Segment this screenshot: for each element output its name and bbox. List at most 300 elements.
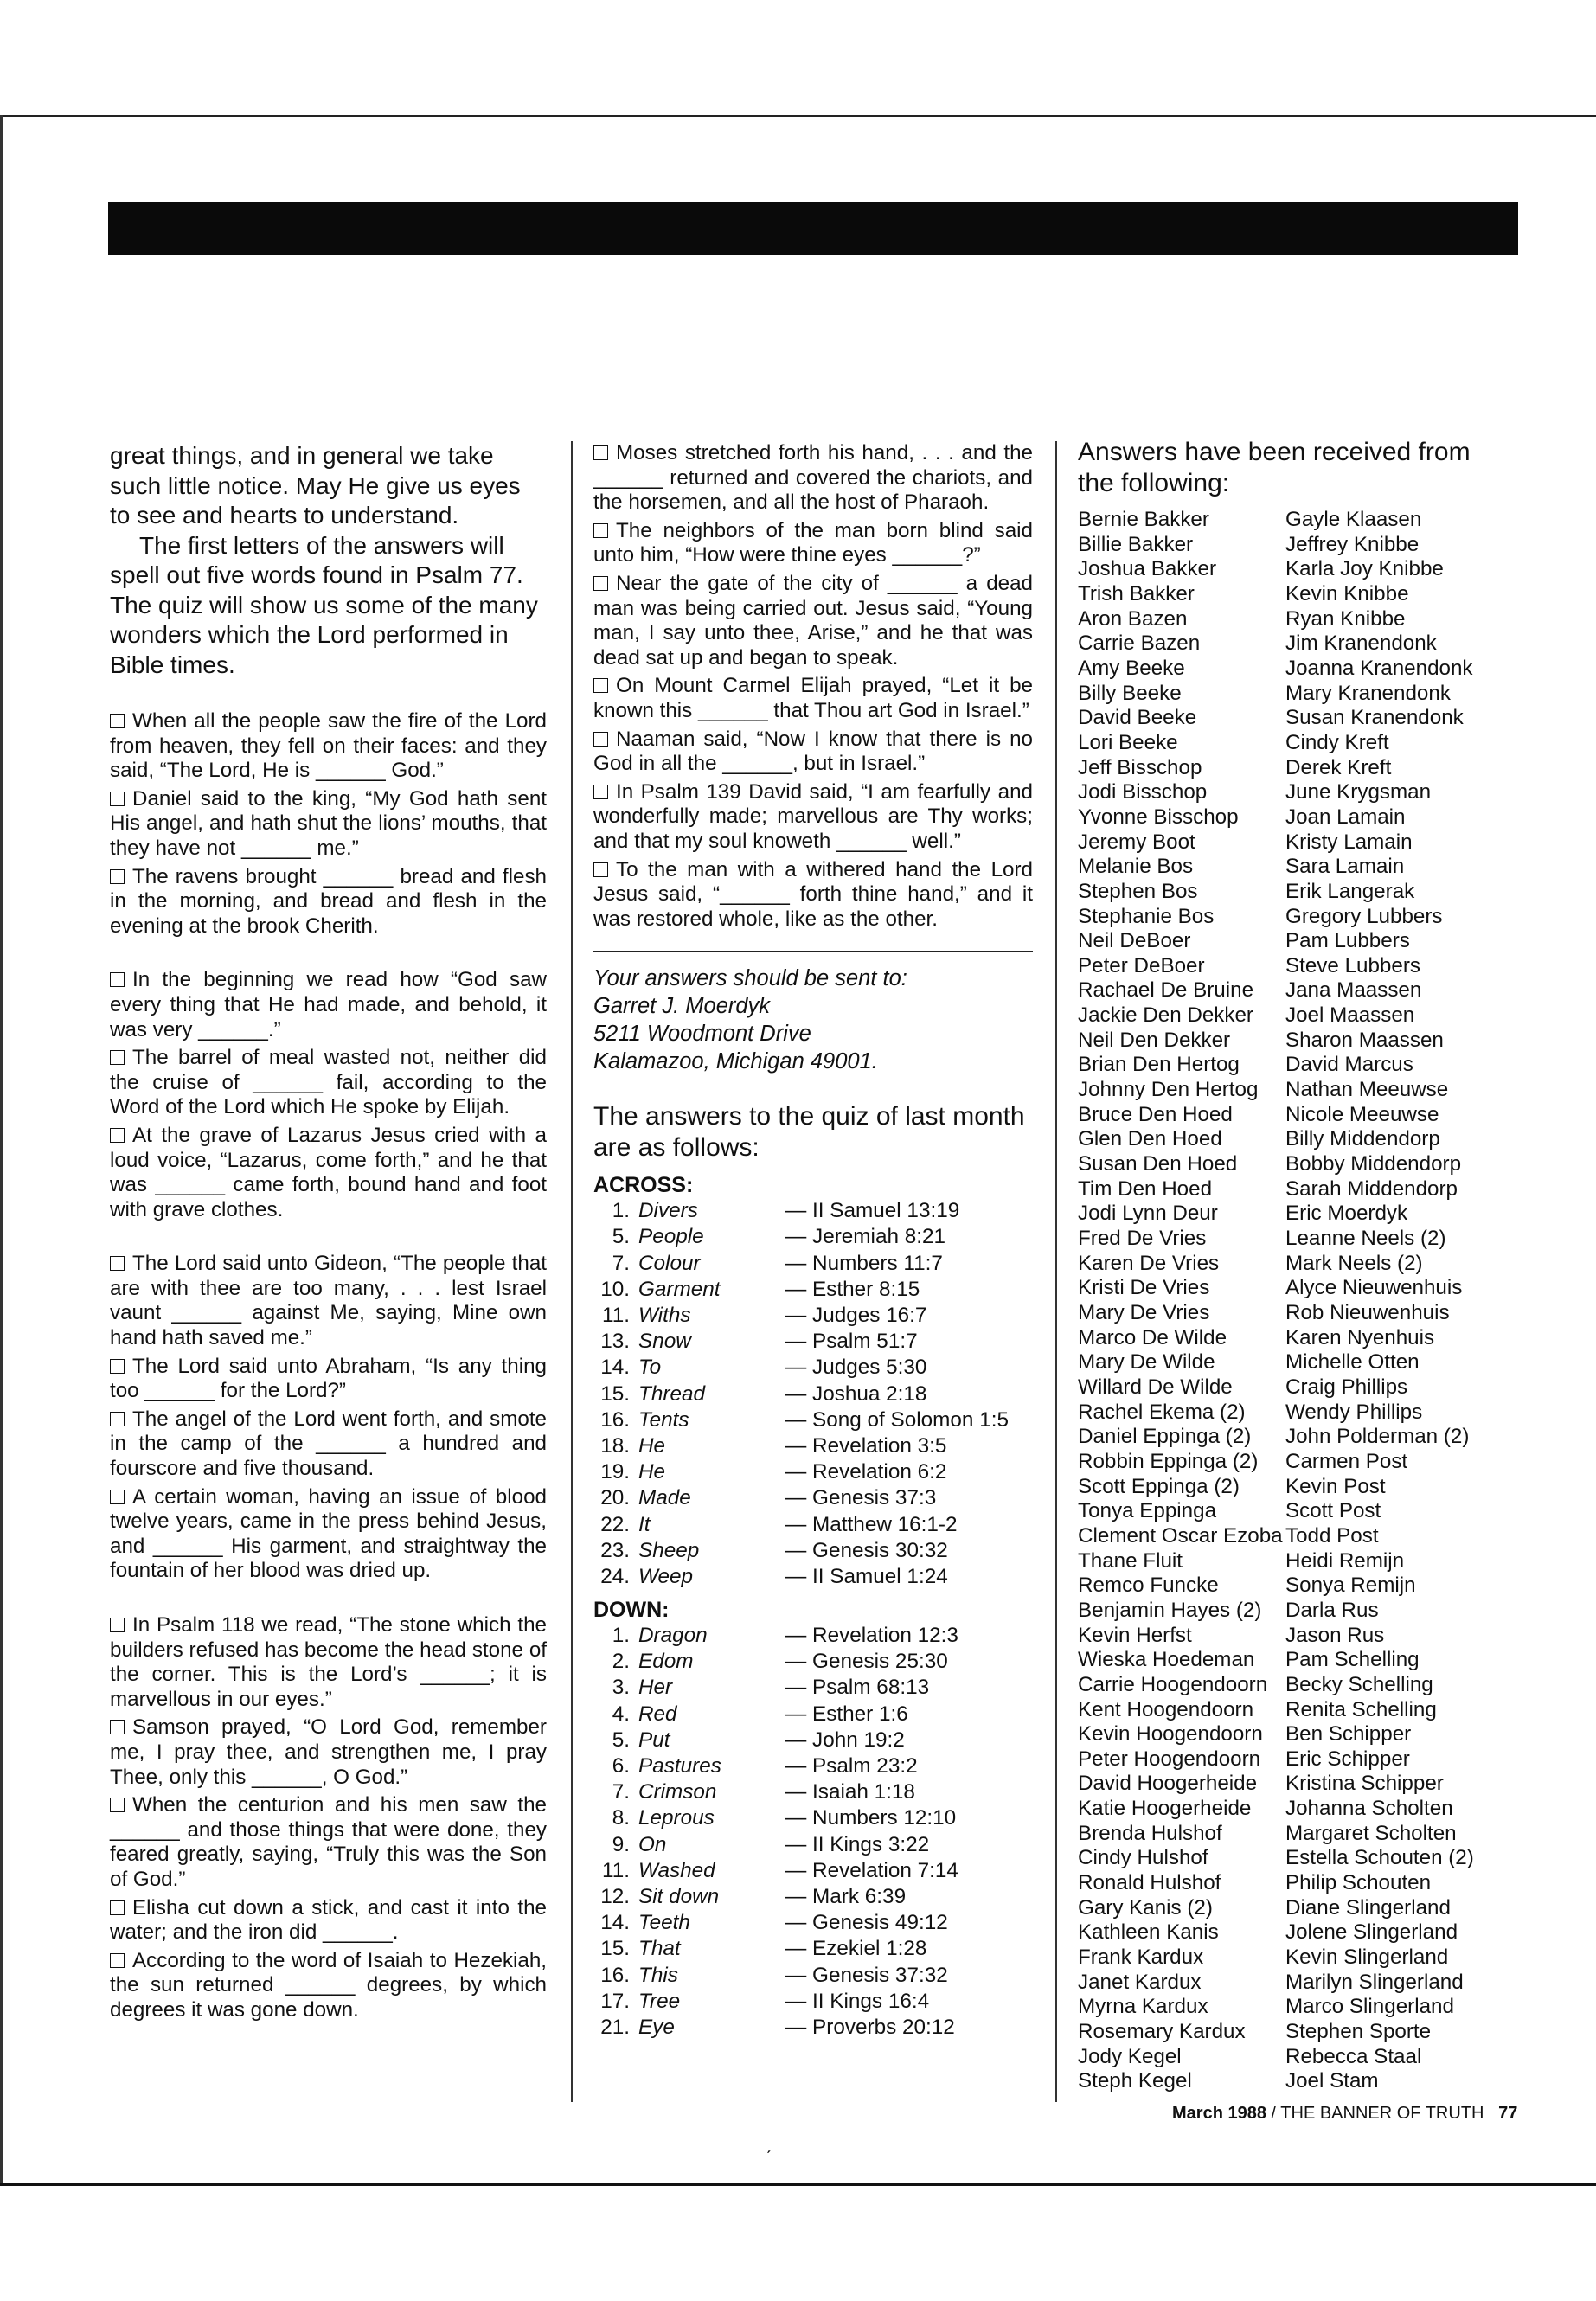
answer-number: 23.	[600, 1538, 630, 1562]
respondent-name: Brian Den Hertog	[1078, 1053, 1240, 1077]
across-answer-row	[593, 1459, 1033, 1485]
checkbox-icon[interactable]	[110, 1953, 125, 1968]
respondent-name: Scott Post	[1285, 1499, 1381, 1523]
respondent-names-left	[1078, 508, 1285, 2094]
question: The neighbors of the man born blind said unto him, “How were thine eyes ______?”	[593, 518, 1033, 567]
answer-number: 15.	[600, 1381, 630, 1406]
answer-reference: — Numbers 12:10	[785, 1806, 957, 1830]
respondent-name: Pam Lubbers	[1285, 929, 1410, 953]
answer-word: Snow	[638, 1330, 691, 1354]
answer-reference: — Genesis 37:32	[785, 1963, 948, 1987]
respondent-name: Trish Bakker	[1078, 581, 1195, 606]
respondent-name: Jody Kegel	[1078, 2044, 1182, 2068]
respondent-name: Karen De Vries	[1078, 1251, 1220, 1275]
answer-word: Sheep	[638, 1538, 700, 1562]
respondents-heading: Answers have been received from the following:	[1078, 438, 1471, 497]
across-answer-row	[593, 1251, 1033, 1277]
respondent-names	[1078, 508, 1493, 2094]
across-answer-row	[593, 1381, 1033, 1407]
answer-number: 10.	[600, 1277, 630, 1301]
respondent-name: Bernie Bakker	[1078, 508, 1209, 531]
respondent-name: Brenda Hulshof	[1078, 1821, 1222, 1845]
respondent-name: Kevin Hoogendoorn	[1078, 1722, 1263, 1747]
respondent-name: Thane Fluit	[1078, 1548, 1183, 1573]
respondent-name: Steve Lubbers	[1285, 953, 1420, 977]
respondent-name: Jolene Slingerland	[1285, 1920, 1458, 1945]
respondent-name: Sonya Remijn	[1285, 1574, 1416, 1598]
respondent-name: Remco Funcke	[1078, 1574, 1219, 1598]
respondents-column	[1078, 437, 1493, 2094]
answer-reference: — Numbers 11:7	[785, 1251, 943, 1275]
respondent-name: Stephen Sporte	[1285, 2020, 1432, 2044]
respondent-name: Jodi Bisschop	[1078, 780, 1208, 804]
across-answer-row	[593, 1564, 1033, 1590]
footer-publication: THE BANNER OF TRUTH	[1280, 2104, 1484, 2123]
answer-word: Sit down	[638, 1884, 720, 1908]
respondent-name: Johnny Den Hertog	[1078, 1078, 1259, 1102]
respondent-name: Joshua Bakker	[1078, 557, 1216, 581]
respondent-name: Ronald Hulshof	[1078, 1871, 1221, 1895]
page-number: 77	[1498, 2104, 1518, 2123]
answer-reference: — II Kings 3:22	[785, 1832, 930, 1856]
answer-word: Put	[638, 1727, 670, 1752]
respondent-name: Susan Den Hoed	[1078, 1152, 1238, 1176]
answer-number: 3.	[612, 1676, 630, 1700]
down-answer-row	[593, 1805, 1033, 1831]
respondent-name: Wieska Hoedeman	[1078, 1648, 1255, 1672]
checkbox-icon[interactable]	[110, 1490, 125, 1504]
respondent-name: Craig Phillips	[1285, 1375, 1408, 1399]
answer-number: 22.	[600, 1512, 630, 1536]
respondent-name: Jeremy Boot	[1078, 830, 1195, 854]
respondent-name: Sara Lamain	[1285, 855, 1405, 879]
down-answer-row	[593, 1675, 1033, 1701]
down-answer-list	[593, 1623, 1033, 2041]
respondent-name: Billy Beeke	[1078, 681, 1182, 705]
respondent-name: Bruce Den Hoed	[1078, 1102, 1233, 1126]
respondent-name: Gary Kanis (2)	[1078, 1895, 1213, 1920]
checkbox-icon[interactable]	[110, 1720, 125, 1734]
answer-word: Teeth	[638, 1911, 690, 1935]
answers-heading: The answers to the quiz of last month are as follows:	[593, 1102, 1025, 1163]
address-name: Garret J. Moerdyk	[593, 994, 771, 1019]
answer-reference: — Genesis 37:3	[785, 1486, 937, 1510]
down-answer-row	[593, 1884, 1033, 1910]
answer-reference: — Psalm 68:13	[785, 1676, 930, 1700]
down-answer-row	[593, 1963, 1033, 1989]
respondent-name: Todd Post	[1285, 1523, 1379, 1548]
respondent-name: Nathan Meeuwse	[1285, 1078, 1449, 1102]
respondent-name: Marco De Wilde	[1078, 1325, 1227, 1349]
respondent-name: Michelle Otten	[1285, 1350, 1420, 1375]
respondent-name: Leanne Neels (2)	[1285, 1227, 1446, 1251]
respondent-name: Tonya Eppinga	[1078, 1499, 1217, 1523]
respondent-name: Ben Schipper	[1285, 1722, 1412, 1747]
down-answer-row	[593, 1910, 1033, 1936]
answer-number: 5.	[612, 1727, 630, 1752]
intro-paragraph-1: great things, and in general we take such little notice. May He give us eyes to see and hearts to understand.	[110, 442, 521, 529]
across-answer-row	[593, 1198, 1033, 1224]
answer-number: 17.	[600, 1989, 630, 2013]
checkbox-icon[interactable]	[593, 862, 608, 877]
page-footer	[1172, 2104, 1517, 2124]
respondent-name: Becky Schelling	[1285, 1672, 1433, 1696]
down-answer-row	[593, 1623, 1033, 1649]
respondent-name: Daniel Eppinga (2)	[1078, 1425, 1252, 1449]
respondent-name: Heidi Remijn	[1285, 1548, 1405, 1573]
answer-word: Washed	[638, 1858, 715, 1882]
answer-word: On	[638, 1832, 667, 1856]
checkbox-icon[interactable]	[593, 732, 608, 747]
respondent-name: Billy Middendorp	[1285, 1127, 1440, 1151]
checkbox-icon[interactable]	[110, 714, 125, 728]
answer-word: Dragon	[638, 1624, 708, 1648]
respondent-name: Erik Langerak	[1285, 879, 1415, 903]
answer-number: 16.	[600, 1963, 630, 1987]
answer-number: 14.	[600, 1911, 630, 1935]
checkbox-icon[interactable]	[110, 1412, 125, 1426]
checkbox-icon[interactable]	[593, 445, 608, 460]
answer-reference: — Psalm 23:2	[785, 1754, 918, 1779]
answer-number: 7.	[612, 1251, 630, 1275]
respondent-name: Joel Maassen	[1285, 1003, 1415, 1028]
respondent-name: Willard De Wilde	[1078, 1375, 1233, 1399]
question: The Lord said unto Gideon, “The people that are with thee are too many, . . . lest Israel vaunt ______ against Me, saying, Mine own hand hath saved me.”	[110, 1252, 547, 1350]
answer-word: Eye	[638, 2015, 675, 2039]
answer-reference: — Isaiah 1:18	[785, 1780, 915, 1804]
answer-number: 20.	[600, 1486, 630, 1510]
respondent-name: Kathleen Kanis	[1078, 1920, 1219, 1945]
column-divider-1	[571, 441, 573, 2102]
respondent-name: Rob Nieuwenhuis	[1285, 1301, 1450, 1324]
down-answer-row	[593, 1779, 1033, 1805]
down-answer-row	[593, 1727, 1033, 1753]
answer-number: 18.	[600, 1433, 630, 1458]
answer-number: 4.	[612, 1702, 630, 1726]
respondent-name: Stephen Bos	[1078, 879, 1198, 903]
respondent-name: David Marcus	[1285, 1053, 1413, 1077]
checkbox-icon[interactable]	[593, 523, 608, 538]
answer-word: Made	[638, 1486, 691, 1510]
answer-reference: — Genesis 25:30	[785, 1650, 948, 1674]
answer-word: Edom	[638, 1650, 694, 1674]
respondent-name: Alyce Nieuwenhuis	[1285, 1276, 1463, 1300]
answer-reference: — Genesis 49:12	[785, 1911, 948, 1935]
respondent-name: Aron Bazen	[1078, 606, 1188, 631]
answer-number: 2.	[612, 1650, 630, 1674]
answer-reference: — Joshua 2:18	[785, 1381, 927, 1406]
answer-reference: — II Kings 16:4	[785, 1989, 930, 2013]
answer-word: This	[638, 1963, 678, 1987]
respondent-name: June Krygsman	[1285, 780, 1432, 804]
question: Elisha cut down a stick, and cast it into the water; and the iron did ______.	[110, 1895, 547, 1945]
send-answers-label: Your answers should be sent to:	[593, 966, 907, 991]
respondent-name: Janet Kardux	[1078, 1970, 1202, 1994]
respondent-name: Rachael De Bruine	[1078, 978, 1254, 1003]
answer-word: He	[638, 1460, 666, 1484]
respondent-name: Mary De Vries	[1078, 1301, 1210, 1324]
respondent-name: Wendy Phillips	[1285, 1400, 1423, 1424]
checkbox-icon[interactable]	[110, 1798, 125, 1812]
answer-reference: — II Samuel 1:24	[785, 1564, 948, 1588]
respondent-name: Carrie Hoogendoorn	[1078, 1672, 1268, 1696]
respondent-name: Renita Schelling	[1285, 1697, 1437, 1721]
respondent-name: Glen Den Hoed	[1078, 1127, 1222, 1151]
question: At the grave of Lazarus Jesus cried with a loud voice, “Lazarus, come forth,” and he that was ______ came forth, bound hand and foot with grave clothes.	[110, 1123, 547, 1221]
left-edge-line	[0, 115, 3, 2184]
checkbox-icon[interactable]	[110, 792, 125, 806]
answer-reference: — Judges 5:30	[785, 1356, 927, 1380]
respondent-name: Jim Kranendonk	[1285, 631, 1437, 656]
question: Daniel said to the king, “My God hath sent His angel, and hath shut the lions’ mouths, that they have not ______ me.”	[110, 786, 547, 860]
across-answer-row	[593, 1407, 1033, 1433]
question: According to the word of Isaiah to Hezekiah, the sun returned ______ degrees, by which degrees it was gone down.	[110, 1948, 547, 2022]
respondent-name: Kristina Schipper	[1285, 1772, 1444, 1796]
respondent-name: Clement Oscar Ezoba	[1078, 1523, 1283, 1548]
respondent-name: Cindy Kreft	[1285, 730, 1389, 754]
respondent-name: Estella Schouten (2)	[1285, 1846, 1474, 1870]
respondent-name: Karla Joy Knibbe	[1285, 557, 1444, 581]
answer-word: Garment	[638, 1277, 721, 1301]
respondent-name: Gayle Klaasen	[1285, 508, 1422, 531]
respondent-name: Kent Hoogendoorn	[1078, 1697, 1254, 1721]
answer-number: 1.	[612, 1624, 630, 1648]
question: Near the gate of the city of ______ a dead man was being carried out. Jesus said, “Young man, I say unto thee, Arise,” and he that was dead sat up and began to speak.	[593, 571, 1033, 670]
answer-reference: — Revelation 3:5	[785, 1433, 947, 1458]
respondent-name: Johanna Scholten	[1285, 1797, 1453, 1821]
respondent-name: Eric Schipper	[1285, 1747, 1410, 1771]
answer-reference: — Jeremiah 8:21	[785, 1225, 946, 1249]
bottom-edge-line	[0, 2183, 1596, 2186]
respondent-name: Amy Beeke	[1078, 656, 1185, 680]
answer-word: Her	[638, 1676, 673, 1700]
respondent-name: Kevin Slingerland	[1285, 1945, 1449, 1970]
down-answer-row	[593, 1649, 1033, 1675]
column-divider-2	[1055, 441, 1057, 2102]
respondent-name: Benjamin Hayes (2)	[1078, 1598, 1262, 1622]
stray-print-mark: ˏ	[766, 2135, 772, 2154]
respondent-name: Sharon Maassen	[1285, 1028, 1444, 1052]
down-answer-row	[593, 1832, 1033, 1858]
answer-word: Leprous	[638, 1806, 715, 1830]
answer-word: Colour	[638, 1251, 701, 1275]
respondent-name: Kevin Post	[1285, 1474, 1386, 1498]
intro-paragraph-2: The first letters of the answers will spell out five words found in Psalm 77. The quiz will show us some of the many wonders which the Lord performed in Bible times.	[110, 531, 538, 678]
answer-number: 5.	[612, 1225, 630, 1249]
respondent-name: Robbin Eppinga (2)	[1078, 1449, 1259, 1473]
answer-word: Crimson	[638, 1780, 717, 1804]
answer-reference: — Revelation 12:3	[785, 1624, 958, 1648]
respondent-name: Bobby Middendorp	[1285, 1152, 1462, 1176]
answer-word: That	[638, 1937, 681, 1961]
down-answer-row	[593, 1753, 1033, 1779]
answer-number: 12.	[600, 1884, 630, 1908]
respondent-name: Margaret Scholten	[1285, 1821, 1457, 1845]
respondent-name: David Beeke	[1078, 706, 1197, 730]
respondent-name: Tim Den Hoed	[1078, 1176, 1213, 1201]
respondent-name: Fred De Vries	[1078, 1227, 1207, 1251]
answer-word: To	[638, 1356, 662, 1380]
answer-reference: — Matthew 16:1-2	[785, 1512, 958, 1536]
respondent-name: Ryan Knibbe	[1285, 606, 1406, 631]
footer-date: March 1988	[1172, 2104, 1266, 2123]
horizontal-divider	[593, 951, 1033, 952]
respondent-name: Katie Hoogerheide	[1078, 1797, 1252, 1821]
question: When the centurion and his men saw the ______ and those things that were done, they feared greatly, saying, “Truly this was the Son of God.”	[110, 1793, 547, 1891]
across-answer-row	[593, 1277, 1033, 1303]
respondent-name: Pam Schelling	[1285, 1648, 1420, 1672]
question-group-1	[110, 709, 547, 939]
answer-reference: — Song of Solomon 1:5	[785, 1407, 1009, 1432]
answer-reference: — Esther 8:15	[785, 1277, 920, 1301]
respondent-name: Joan Lamain	[1285, 804, 1406, 829]
respondent-name: Marco Slingerland	[1285, 1995, 1454, 2019]
answer-reference: — Genesis 30:32	[785, 1538, 948, 1562]
address-city: Kalamazoo, Michigan 49001.	[593, 1049, 878, 1074]
address-street: 5211 Woodmont Drive	[593, 1022, 811, 1047]
answer-number: 19.	[600, 1460, 630, 1484]
respondent-name: Sarah Middendorp	[1285, 1176, 1458, 1201]
answer-number: 8.	[612, 1806, 630, 1830]
respondent-name: John Polderman (2)	[1285, 1425, 1470, 1449]
across-answer-row	[593, 1433, 1033, 1459]
answer-reference: — Ezekiel 1:28	[785, 1937, 927, 1961]
respondent-name: Philip Schouten	[1285, 1871, 1432, 1895]
checkbox-icon[interactable]	[110, 1618, 125, 1632]
answer-word: Divers	[638, 1199, 698, 1223]
answer-word: It	[638, 1512, 651, 1536]
checkbox-icon[interactable]	[110, 869, 125, 884]
respondent-name: Jackie Den Dekker	[1078, 1003, 1253, 1028]
respondent-name: Scott Eppinga (2)	[1078, 1474, 1240, 1498]
answer-reference: — Psalm 51:7	[785, 1330, 918, 1354]
across-answer-row	[593, 1303, 1033, 1329]
answer-number: 9.	[612, 1832, 630, 1856]
checkbox-icon[interactable]	[593, 678, 608, 693]
respondent-name: Yvonne Bisschop	[1078, 804, 1239, 829]
answer-number: 16.	[600, 1407, 630, 1432]
header-black-bar	[108, 202, 1518, 255]
respondent-name: Carmen Post	[1285, 1449, 1408, 1473]
answer-number: 1.	[612, 1199, 630, 1223]
respondent-name: David Hoogerheide	[1078, 1772, 1258, 1796]
checkbox-icon[interactable]	[110, 972, 125, 987]
question-group-2	[110, 968, 547, 1222]
down-answer-row	[593, 1936, 1033, 1962]
answer-reference: — II Samuel 13:19	[785, 1199, 960, 1223]
respondent-name: Kevin Knibbe	[1285, 581, 1409, 606]
question: A certain woman, having an issue of blood twelve years, came in the press behind Jesus, and ______ His garment, and straightway the fountain of her blood was dried up.	[110, 1484, 547, 1583]
question: Moses stretched forth his hand, . . . and the ______ returned and covered the chariots, and the horsemen, and all the host of Pharaoh.	[593, 441, 1033, 515]
respondent-name: Susan Kranendonk	[1285, 706, 1464, 730]
question: In Psalm 139 David said, “I am fearfully and wonderfully made; marvellous are Thy works; and that my soul knoweth ______ well.”	[593, 779, 1033, 853]
respondent-name: Myrna Kardux	[1078, 1995, 1208, 2019]
answer-number: 21.	[600, 2015, 630, 2039]
checkbox-icon[interactable]	[110, 1359, 125, 1374]
answer-number: 15.	[600, 1937, 630, 1961]
respondent-name: Diane Slingerland	[1285, 1895, 1451, 1920]
respondent-name: Karen Nyenhuis	[1285, 1325, 1435, 1349]
answer-word: Pastures	[638, 1754, 721, 1779]
checkbox-icon[interactable]	[110, 1050, 125, 1065]
question: The Lord said unto Abraham, “Is any thing too ______ for the Lord?”	[110, 1354, 547, 1403]
across-heading: ACROSS:	[593, 1173, 694, 1198]
respondent-name: Kristi De Vries	[1078, 1276, 1210, 1300]
answer-number: 24.	[600, 1564, 630, 1588]
respondent-name: Lori Beeke	[1078, 730, 1178, 754]
answer-reference: — Revelation 6:2	[785, 1460, 947, 1484]
answer-word: Tents	[638, 1407, 689, 1432]
question-group-4	[110, 1613, 547, 2023]
respondent-name: Joanna Kranendonk	[1285, 656, 1473, 680]
answer-word: People	[638, 1225, 704, 1249]
respondent-name: Rebecca Staal	[1285, 2044, 1422, 2068]
answer-word: Tree	[638, 1989, 681, 2013]
question: The angel of the Lord went forth, and smote in the camp of the ______ a hundred and fourscore and five thousand.	[110, 1407, 547, 1481]
down-answer-row	[593, 1702, 1033, 1727]
answer-word: Thread	[638, 1381, 705, 1406]
respondent-name: Marilyn Slingerland	[1285, 1970, 1464, 1994]
question: Naaman said, “Now I know that there is no God in all the ______, but in Israel.”	[593, 727, 1033, 776]
respondent-name: Derek Kreft	[1285, 755, 1392, 779]
respondent-name: Mary Kranendonk	[1285, 681, 1451, 705]
respondent-name: Peter Hoogendoorn	[1078, 1747, 1261, 1771]
respondent-name: Jeffrey Knibbe	[1285, 532, 1420, 556]
respondent-name: Neil DeBoer	[1078, 929, 1191, 953]
across-answer-row	[593, 1329, 1033, 1355]
respondent-name: Rosemary Kardux	[1078, 2020, 1246, 2044]
checkbox-icon[interactable]	[593, 576, 608, 591]
top-edge-line	[0, 115, 1596, 117]
answer-reference: — Esther 1:6	[785, 1702, 908, 1726]
respondent-name: Kristy Lamain	[1285, 830, 1413, 854]
respondent-name: Darla Rus	[1285, 1598, 1379, 1622]
respondent-name: Steph Kegel	[1078, 2069, 1192, 2093]
answer-word: Weep	[638, 1564, 694, 1588]
respondent-name: Jeff Bisschop	[1078, 755, 1202, 779]
checkbox-icon[interactable]	[110, 1256, 125, 1271]
across-answer-row	[593, 1355, 1033, 1381]
down-answer-row	[593, 1858, 1033, 1884]
respondent-name: Gregory Lubbers	[1285, 904, 1443, 928]
respondent-name: Nicole Meeuwse	[1285, 1102, 1439, 1126]
answer-reference: — Judges 16:7	[785, 1304, 927, 1328]
respondent-name: Stephanie Bos	[1078, 904, 1215, 928]
answer-word: Red	[638, 1702, 677, 1726]
answer-reference: — Revelation 7:14	[785, 1858, 958, 1882]
answer-number: 11.	[602, 1858, 630, 1882]
respondent-name: Carrie Bazen	[1078, 631, 1201, 656]
answer-word: He	[638, 1433, 666, 1458]
checkbox-icon[interactable]	[593, 785, 608, 799]
across-answer-row	[593, 1485, 1033, 1511]
question: The barrel of meal wasted not, neither did the cruise of ______ fail, according to the Word of the Lord which He spoke by Elijah.	[110, 1046, 547, 1119]
question: In Psalm 118 we read, “The stone which the builders refused has become the head stone of the corner. This is the Lord’s ______; it is marvellous in our eyes.”	[110, 1613, 547, 1711]
checkbox-icon[interactable]	[110, 1900, 125, 1915]
question: When all the people saw the fire of the Lord from heaven, they fell on their faces: and they said, “The Lord, He is ______ God.”	[110, 709, 547, 783]
question-group-3	[110, 1252, 547, 1584]
down-answer-row	[593, 2015, 1033, 2041]
answer-word: Withs	[638, 1304, 691, 1328]
across-answer-row	[593, 1512, 1033, 1538]
checkbox-icon[interactable]	[110, 1128, 125, 1143]
footer-separator: /	[1266, 2104, 1281, 2123]
answer-number: 6.	[612, 1754, 630, 1779]
quiz-column-2	[593, 441, 1033, 2041]
respondent-name: Kevin Herfst	[1078, 1623, 1192, 1647]
across-answer-row	[593, 1538, 1033, 1564]
respondent-name: Neil Den Dekker	[1078, 1028, 1231, 1052]
